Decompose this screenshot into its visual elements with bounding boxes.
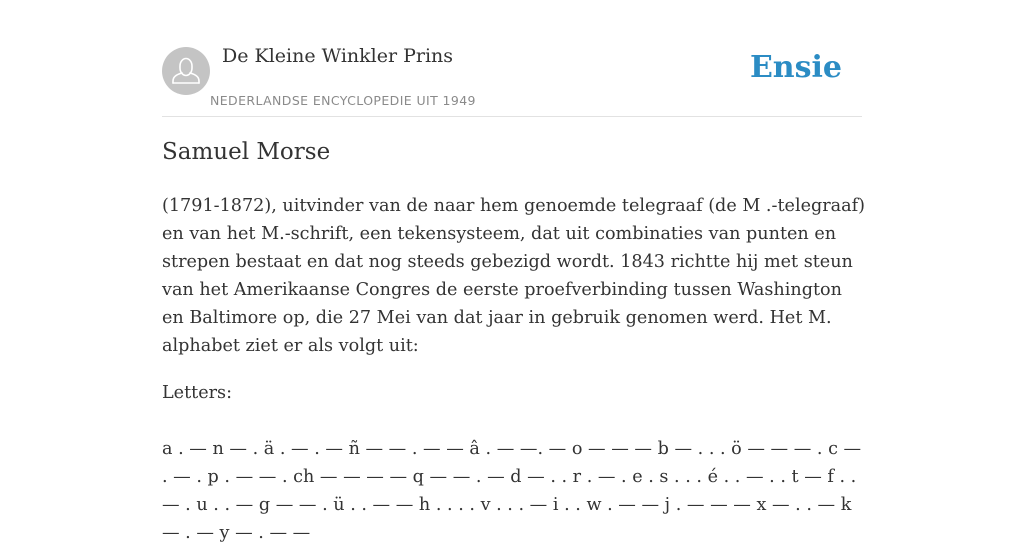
letters-label: Letters:	[162, 383, 233, 403]
user-icon	[162, 47, 210, 95]
avatar[interactable]	[162, 47, 210, 95]
page-title: Samuel Morse	[162, 139, 331, 165]
author-name[interactable]: De Kleine Winkler Prins	[222, 45, 454, 67]
article-body: (1791-1872), uitvinder van de naar hem genoemde telegraaf (de M .-telegraaf) en van het M.-schrift, een tekensysteem, dat uit combinaties van punten en strepen bestaat en dat nog steeds gebezigd wordt. 1843 richtte hij met steun van het Amerikaanse Congres de eerste proefverbinding tussen Washington en Baltimore op, die 27 Mei van dat jaar in gebruik genomen werd. Het M. alphabet ziet er als volgt uit:	[162, 196, 866, 356]
header	[162, 0, 862, 117]
morse-alphabet: a . — n — . ä . — . — ñ — — . — — â . — —. — o — — — b — . . . ö — — — . c — . — . p . — — . ch — — — — q — — . — d — . . r . — . e . s . . . é . . — . . t — f . . — . u . . — g — — . ü . . — — h . . . . v . . . — i . . w . — — j . — — — x — . . — k — . — y — . — —	[162, 439, 862, 543]
ensie-logo[interactable]: Ensie	[749, 50, 842, 85]
encyclopedia-subtitle: NEDERLANDSE ENCYCLOPEDIE UIT 1949	[210, 93, 476, 108]
